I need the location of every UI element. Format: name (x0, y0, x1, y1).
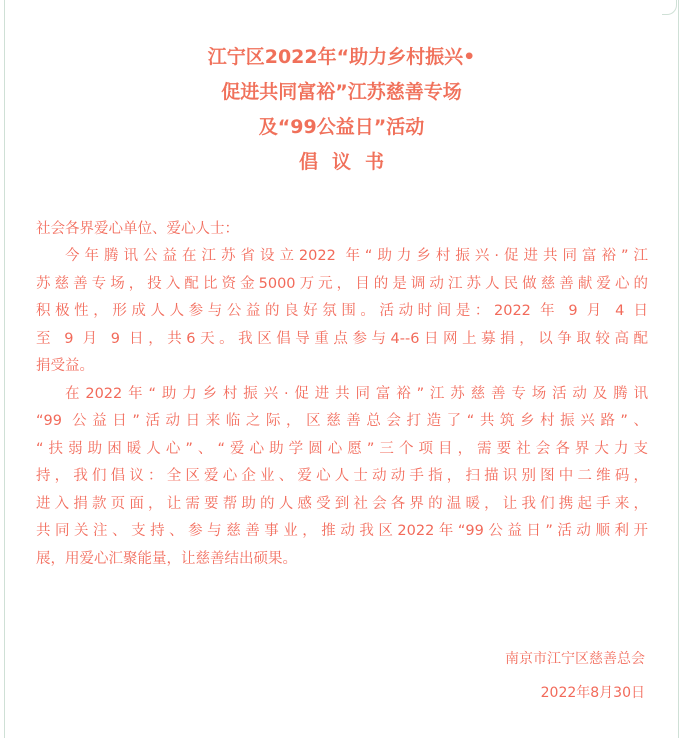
document-title (0, 40, 683, 180)
text-line: 进入捐款页面，让需要帮助的人感受到社会各界的温暖，让我们携起手来， (36, 495, 648, 512)
text-line: 持，我们倡议：全区爱心企业、爱心人士动动手指，扫描识别图中二维码， (36, 468, 648, 484)
text-line: 至 9 月 9 日，共6天。我区倡导重点参与4--6日网上募捐，以争取较高配 (36, 330, 648, 347)
paragraph-2 (36, 381, 648, 574)
title-line: 促进共同富裕”江苏慈善专场 (221, 81, 462, 103)
paragraph-1 (36, 243, 648, 381)
salutation: 社会各界爱心单位、爱心人士： (36, 221, 239, 237)
text-line: “99 公益日”活动日来临之际，区慈善总会打造了“共筑乡村振兴路”、 (36, 413, 648, 429)
title-line: 江宁区2022年“助力乡村振兴• (207, 46, 476, 68)
text-line: 在2022年“助力乡村振兴·促进共同富裕”江苏慈善专场活动及腾讯 (65, 385, 648, 402)
signature-org: 南京市江宁区慈善总会 (505, 651, 645, 667)
text-line: 共同关注、支持、参与慈善事业，推动我区2022年“99公益日”活动顺利开 (36, 523, 648, 539)
text-line: 积极性，形成人人参与公益的良好氛围。活动时间是：2022 年 9 月 4 日 (36, 303, 648, 319)
text-line: 展，用爱心汇聚能量，让慈善结出硕果。 (36, 550, 297, 567)
title-line: 及“99公益日”活动 (258, 116, 425, 138)
text-line: “扶弱助困暖人心”、“爱心助学圆心愿”三个项目，需要社会各界大力支 (36, 440, 648, 457)
text-line: 捐受益。 (36, 358, 94, 374)
signature-date: 2022年8月30日 (540, 685, 645, 701)
document-body (36, 216, 648, 573)
title-line: 倡议书 (298, 151, 398, 173)
text-line: 苏慈善专场，投入配比资金5000万元，目的是调动江苏人民做慈善献爱心的 (36, 275, 648, 292)
text-line: 今年腾讯公益在江苏省设立2022 年“助力乡村振兴·促进共同富裕”江 (65, 248, 648, 264)
